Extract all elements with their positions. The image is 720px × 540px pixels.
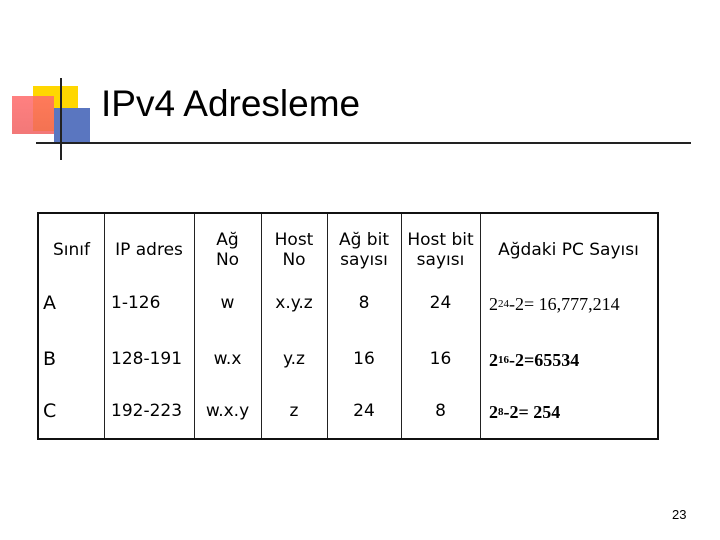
row-a-pc-sayisi [489,284,657,324]
header-sinif: Sınıf [53,239,90,260]
header-host-no-line1: Host [274,229,314,250]
page-number: 23 [672,507,687,522]
ip-class-table [37,212,659,440]
row-b-sinif: B [43,348,57,371]
row-c-host-no: z [289,401,299,422]
row-a-ag-bit: 8 [358,293,370,314]
row-a-host-no: x.y.z [275,293,313,314]
row-a-host-bit: 24 [429,293,452,314]
header-host-bit-line1: Host bit [407,229,474,250]
row-c-pc-base: 2 [489,401,498,422]
header-host-no [261,218,327,283]
row-a-pc-base: 2 [489,293,498,314]
header-ip-adres: IP adres [115,239,183,260]
row-c-sinif: C [43,400,57,423]
row-c-ip: 192-223 [111,401,183,422]
header-ag-no-line1: Ağ [216,229,239,250]
header-ag-bit-line1: Ağ bit [338,229,389,250]
row-c-pc-exp: 8 [498,405,504,418]
row-c-ag-no: w.x.y [205,401,250,422]
row-a-pc-exp: 24 [498,297,509,310]
decor-red-square [12,96,54,134]
header-host-no-line2: No [282,249,306,270]
row-b-ag-bit: 16 [353,349,375,370]
row-b-ip: 128-191 [111,349,183,370]
row-c-pc-sayisi [489,392,657,432]
header-host-bit [401,218,480,283]
row-b-pc-sayisi [489,340,657,380]
slide-title: IPv4 Adresleme [101,83,361,124]
row-b-host-bit: 16 [429,349,452,370]
header-ag-no-line2: No [215,249,240,270]
row-c-pc-rest: -2= 254 [503,401,561,422]
row-b-pc-exp: 16 [498,353,509,366]
header-host-bit-line2: sayısı [416,249,465,270]
row-a-sinif: A [43,292,56,315]
row-a-pc-rest: -2= 16,777,214 [509,293,620,314]
row-b-ag-no: w.x [213,349,242,370]
title-underline [36,142,691,144]
header-ag-no [194,218,261,283]
decor-vertical-line [60,78,62,160]
row-c-ag-bit: 24 [353,401,375,422]
row-c-host-bit: 8 [435,401,446,422]
row-b-pc-base: 2 [489,349,498,370]
row-a-ag-no: w [220,293,235,314]
row-b-host-no: y.z [283,349,305,370]
row-b-pc-rest: -2=65534 [509,349,580,370]
header-pc-sayisi: Ağdaki PC Sayısı [498,239,639,260]
header-ag-bit [327,218,401,283]
row-a-ip: 1-126 [111,293,161,314]
header-ag-bit-line2: sayısı [340,249,388,270]
